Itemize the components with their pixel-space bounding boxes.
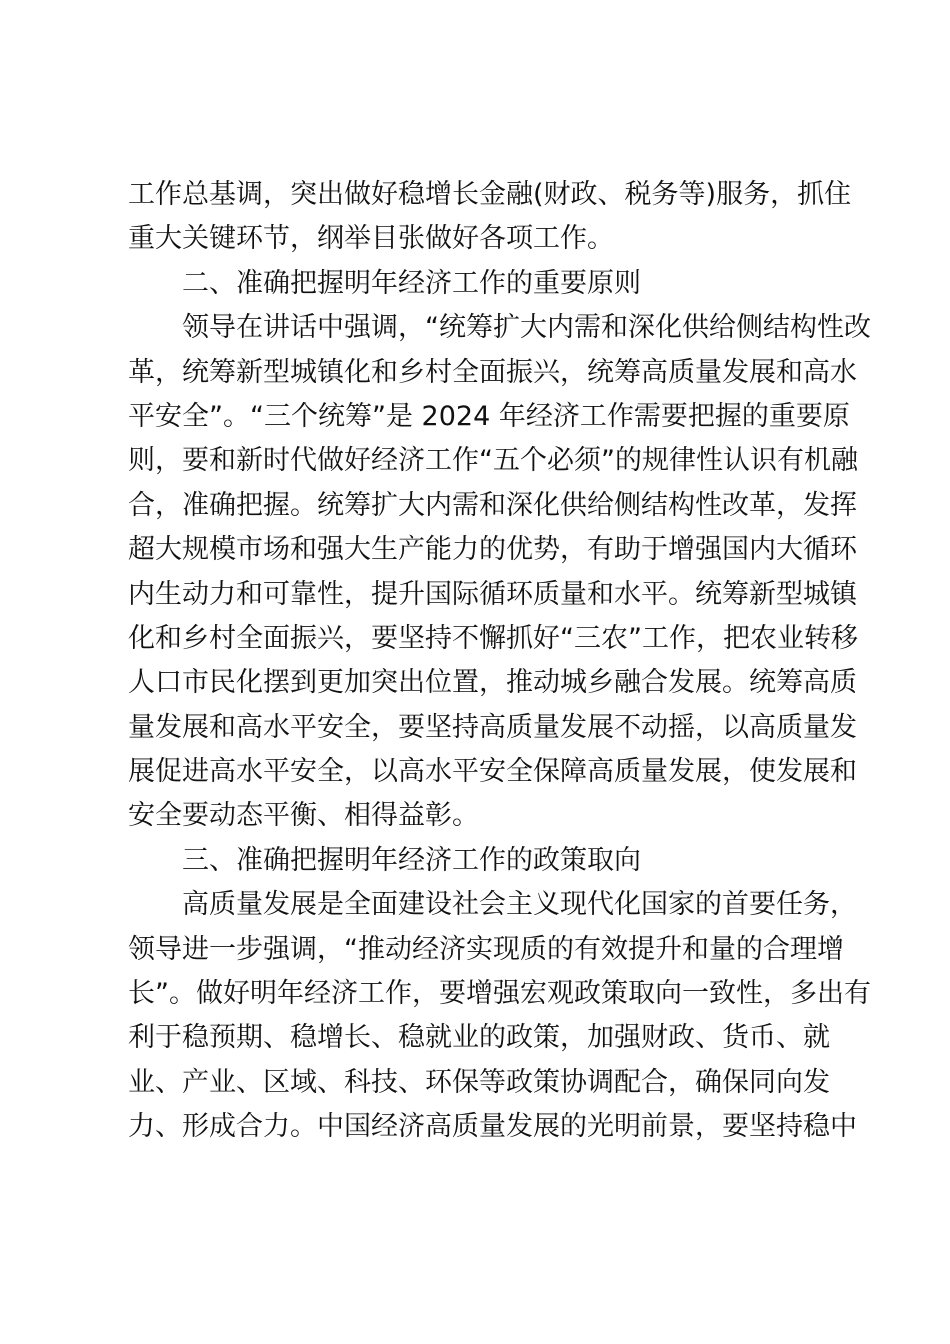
paragraph-line: 化和乡村全面振兴，要坚持不懈抓好“三农”工作，把农业转移 [128,622,858,654]
paragraph-line: 则，要和新时代做好经济工作“五个必须”的规律性认识有机融 [128,445,858,477]
paragraph-line: 业、产业、区域、科技、环保等政策协调配合，确保同向发 [128,1066,830,1098]
paragraph-line: 量发展和高水平安全，要坚持高质量发展不动摇，以高质量发 [128,711,857,743]
paragraph-line: 人口市民化摆到更加突出位置，推动城乡融合发展。统筹高质 [128,667,857,699]
paragraph-line: 领导进一步强调，“推动经济实现质的有效提升和量的合理增 [128,933,844,965]
paragraph-line: 超大规模市场和强大生产能力的优势，有助于增强国内大循环 [128,534,857,566]
paragraph-line: 内生动力和可靠性，提升国际循环质量和水平。统筹新型城镇 [128,578,857,610]
paragraph-line: 力、形成合力。中国经济高质量发展的光明前景，要坚持稳中 [128,1111,857,1143]
paragraph-line: 平安全”。“三个统筹”是 2024 年经济工作需要把握的重要原 [128,400,850,432]
paragraph-first-line: 三、准确把握明年经济工作的政策取向 [182,844,641,876]
paragraph-line: 工作总基调，突出做好稳增长金融(财政、税务等)服务，抓住 [128,179,852,210]
paragraph-line: 安全要动态平衡、相得益彰。 [128,800,479,832]
paragraph-line: 重大关键环节，纲举目张做好各项工作。 [128,223,614,255]
paragraph-line: 革，统筹新型城镇化和乡村全面振兴，统筹高质量发展和高水 [128,356,857,388]
paragraph-line: 合，准确把握。统筹扩大内需和深化供给侧结构性改革，发挥 [128,489,857,521]
paragraph-first-line: 高质量发展是全面建设社会主义现代化国家的首要任务， [182,889,857,921]
paragraph-first-line: 领导在讲话中强调，“统筹扩大内需和深化供给侧结构性改 [182,312,871,344]
paragraph-line: 展促进高水平安全，以高水平安全保障高质量发展，使发展和 [128,756,857,788]
paragraph-first-line: 二、准确把握明年经济工作的重要原则 [182,267,641,299]
document-body [128,173,871,1150]
paragraph-line: 利于稳预期、稳增长、稳就业的政策，加强财政、货币、就 [128,1022,830,1054]
paragraph-line: 长”。做好明年经济工作，要增强宏观政策取向一致性，多出有 [128,978,871,1010]
